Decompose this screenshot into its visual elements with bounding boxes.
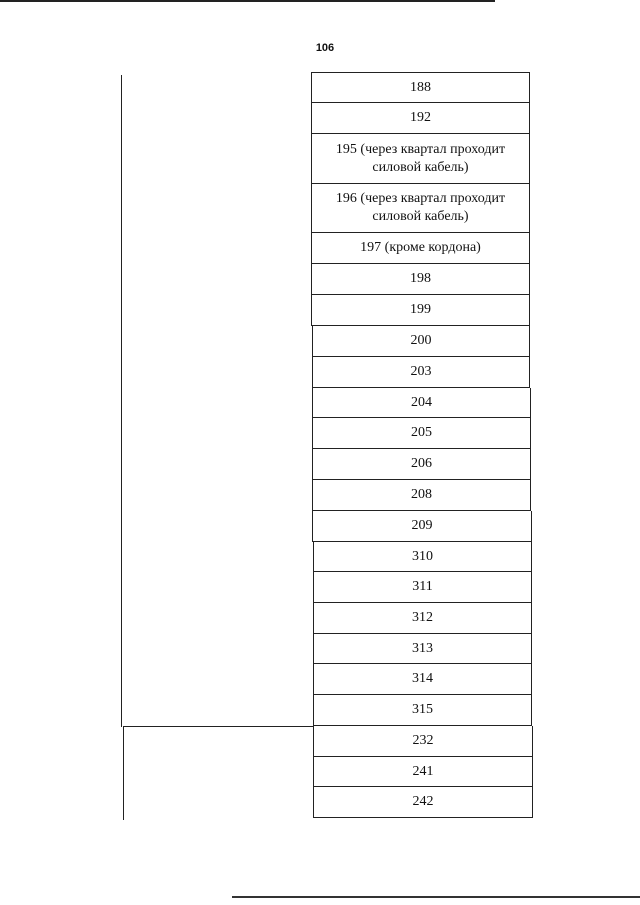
cell-text: 205 — [411, 425, 432, 440]
table-cell — [313, 757, 533, 787]
cell-text: 208 — [411, 487, 432, 502]
table-cell — [311, 184, 530, 233]
cell-text: 232 — [412, 733, 434, 748]
cell-text: 188 — [410, 79, 431, 95]
cell-text: 314 — [412, 671, 433, 686]
cell-text: 242 — [412, 794, 434, 809]
table-cell — [313, 603, 532, 634]
cell-text: 203 — [410, 364, 432, 379]
cell-text: 313 — [412, 640, 433, 656]
scan-edge-top — [0, 0, 495, 2]
table-cell — [313, 542, 532, 572]
cell-text: 206 — [411, 456, 432, 471]
scan-edge-bottom — [232, 896, 640, 898]
table-cell — [312, 418, 531, 449]
cell-text: 310 — [412, 548, 433, 564]
table-cell — [312, 326, 530, 357]
left-column-rule-lower — [123, 727, 124, 820]
section-divider — [123, 726, 313, 727]
cell-text: 315 — [412, 702, 433, 717]
cell-text: 197 (кроме кордона) — [360, 240, 481, 255]
table-cell — [312, 388, 531, 418]
table-cell — [311, 134, 530, 184]
cell-text: 199 — [410, 302, 431, 317]
table-cell — [312, 480, 531, 511]
table-cell — [313, 695, 532, 726]
cell-text: 192 — [410, 110, 431, 125]
cell-text: 312 — [412, 610, 433, 625]
table-cell — [313, 634, 532, 664]
table-cell — [311, 264, 530, 295]
table-cell — [312, 449, 531, 480]
table-cell — [313, 572, 532, 603]
cell-text: 311 — [412, 579, 433, 594]
table-cell — [313, 726, 533, 757]
left-column-rule — [121, 75, 122, 727]
table-cell — [311, 103, 530, 134]
page-number: 106 — [315, 42, 335, 54]
table-cell — [311, 295, 530, 326]
cell-text: 209 — [411, 518, 433, 533]
cell-text: 200 — [410, 333, 432, 348]
cell-text: 204 — [411, 394, 432, 410]
cell-text: 241 — [412, 763, 434, 779]
table-cell — [311, 233, 530, 264]
cell-text: 198 — [410, 271, 431, 286]
table-cell — [312, 357, 530, 388]
table-cell — [313, 787, 533, 818]
table-cell — [311, 72, 530, 103]
table-cell — [313, 664, 532, 695]
cell-text: 196 (через квартал проходит силовой кабель) — [335, 191, 506, 224]
cell-text: 195 (через квартал проходит силовой кабель) — [335, 141, 506, 175]
table-cell — [312, 511, 532, 542]
